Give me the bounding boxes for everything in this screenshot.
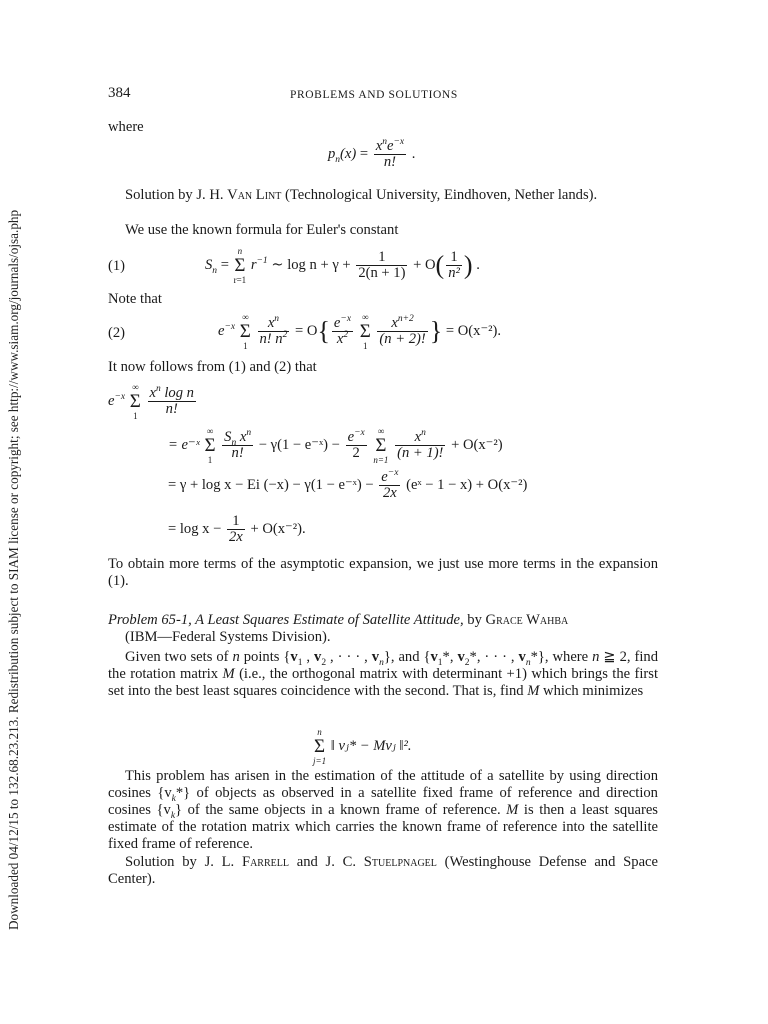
note-that: Note that (108, 291, 162, 307)
eq2-label: (2) (108, 325, 126, 341)
running-title: PROBLEMS AND SOLUTIONS (290, 89, 458, 101)
eq1-label: (1) (108, 258, 126, 274)
derivation-line-1: = e⁻ˣ ∞ Σ 1 $\frac{S_n x^n}{n!}$ − γ(1 − e⁻ˣ) − $\frac{e^{-x}}{2}$ ∞ Σ n=1 $\frac{x^n}{(n + 1)!}$ + O(x⁻²) (168, 426, 503, 465)
derivation-line-2: = γ + log x − Ei (−x) − γ(1 − e⁻ˣ) − $\frac{e^{-x}}{2x}$ (eˣ − 1 − x) + O(x⁻²) (168, 468, 528, 501)
equation-1: $S_n$ = n Σ r=1 $r^{-1}$ ∼ log n + γ + $\frac{1}{2(n + 1)}$ + O( $\frac{1}{\text{n²}}$ ) . (205, 246, 480, 285)
equation-2: $e^{-x}$ ∞ Σ 1 $\frac{x^n}{n! n^2}$ = O{ $\frac{e^{-x}}{x^2}$ ∞ Σ 1 $\frac{x^{n+2}}{(n + 2)!}$ } = O(x⁻²). (218, 312, 502, 351)
download-notice: Downloaded 04/12/15 to 132.68.23.213. Redistribution subject to SIAM license or copyright; see http://www.siam.org/journals/ojsa.php (6, 209, 21, 930)
more-terms-text: To obtain more terms of the asymptotic expansion, we just use more terms in the expansion (1). (108, 556, 658, 589)
derivation-line-3: = log x − $\frac{1}{2x}$ + O(x⁻²). (168, 513, 306, 545)
problem-background: This problem has arisen in the estimation of the attitude of a satellite by using direction cosines $\{v_k*\}$ of objects as observed in a satellite fixed frame of reference and direction cosines $\{v_k\}$ of the same objects in a known frame of reference. M is then a least squares estimate of the rotation matrix which carries the known frame of reference into the satellite fixed frame of reference. (108, 768, 658, 852)
solution-farrell: Solution by J. L. Farrell and J. C. Stuelpnagel (Westinghouse Defense and Space Center). (108, 854, 658, 887)
problem-title: Problem 65-1, A Least Squares Estimate of Satellite Attitude, by Grace Wahba (108, 612, 569, 628)
where-text: where (108, 119, 144, 135)
derivation-lhs: $e^{-x}$ ∞ Σ 1 $\frac{x^n \log n}{n!}$ (108, 382, 194, 421)
pn-definition: $p_n(x)$ = $\frac{x^ne^{-x}}{n!}$ . (328, 137, 416, 170)
follows-text: It now follows from (1) and (2) that (108, 359, 317, 375)
euler-intro: We use the known formula for Euler's constant (125, 222, 399, 238)
page-number: 384 (108, 85, 131, 101)
problem-statement: Given two sets of n points {$v_1$ , $v_2$ , · · · , $v_n$}, and {$v_1*$, $v_2*$, · · · , $v_n*$}, where n ≧ 2, find the rotation matrix M (i.e., the orthogonal matrix with determinant +1) which brings the first set into the best least squares coincidence with the second. That is, find M which minimizes (108, 649, 659, 699)
problem-affiliation: (IBM—Federal Systems Division). (125, 629, 331, 645)
solution-vanlint: Solution by J. H. Van Lint (Technological University, Eindhoven, Nether lands). (125, 187, 598, 203)
minimize-expression: n Σ j=1 ‖ vⱼ* − Mvⱼ ‖². (313, 727, 412, 766)
